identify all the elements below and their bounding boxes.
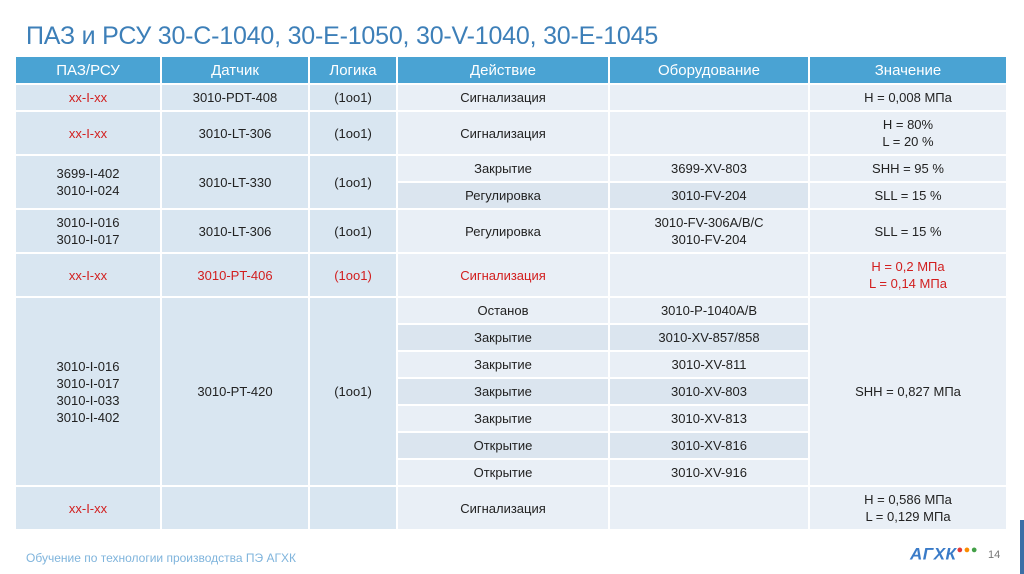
paz-cell: xx-I-xx (15, 486, 161, 530)
equipment-cell (609, 253, 809, 297)
logic-cell (309, 486, 397, 530)
table-row (15, 253, 1007, 297)
value-cell: H = 0,008 МПа (809, 84, 1007, 111)
table-header-row (15, 56, 1007, 84)
action-cell: Сигнализация (397, 253, 609, 297)
logic-cell: (1оо1) (309, 253, 397, 297)
value-cell: SLL = 15 % (809, 209, 1007, 253)
page-number: 14 (988, 549, 1001, 561)
column-header-equipment: Оборудование (609, 56, 809, 84)
logic-cell: (1оо1) (309, 209, 397, 253)
side-accent-bar (1020, 520, 1024, 574)
action-cell: Закрытие (397, 351, 609, 378)
equipment-cell: 3010-XV-811 (609, 351, 809, 378)
value-cell: SHH = 95 % (809, 155, 1007, 182)
equipment-cell: 3010-XV-916 (609, 459, 809, 486)
sensor-cell: 3010-LT-306 (161, 209, 309, 253)
table-row (15, 84, 1007, 111)
interlock-table (14, 55, 1008, 531)
logic-cell: (1оо1) (309, 297, 397, 486)
equipment-cell: 3699-XV-803 (609, 155, 809, 182)
company-logo (910, 544, 978, 565)
logic-cell: (1оо1) (309, 155, 397, 209)
equipment-cell: 3010-XV-857/858 (609, 324, 809, 351)
sensor-cell: 3010-LT-330 (161, 155, 309, 209)
logo-text: АГХК (910, 544, 957, 564)
action-cell: Открытие (397, 432, 609, 459)
paz-cell: xx-I-xx (15, 111, 161, 155)
table-subrow (15, 297, 1007, 324)
equipment-cell: 3010-XV-803 (609, 378, 809, 405)
sensor-cell: 3010-LT-306 (161, 111, 309, 155)
action-cell: Закрытие (397, 155, 609, 182)
table-row (15, 486, 1007, 530)
action-cell: Сигнализация (397, 84, 609, 111)
table-row (15, 111, 1007, 155)
action-cell: Сигнализация (397, 486, 609, 530)
value-cell: H = 80% L = 20 % (809, 111, 1007, 155)
equipment-cell: 3010-XV-816 (609, 432, 809, 459)
value-cell: SHH = 0,827 МПа (809, 297, 1007, 486)
equipment-cell: 3010-XV-813 (609, 405, 809, 432)
paz-cell: xx-I-xx (15, 84, 161, 111)
table-body (15, 84, 1007, 530)
column-header-value: Значение (809, 56, 1007, 84)
value-cell: SLL = 15 % (809, 182, 1007, 209)
logic-cell: (1оо1) (309, 111, 397, 155)
column-header-action: Действие (397, 56, 609, 84)
logo-mark-icon: ●●● (956, 544, 978, 556)
value-cell: H = 0,2 МПа L = 0,14 МПа (809, 253, 1007, 297)
sensor-cell: 3010-PT-406 (161, 253, 309, 297)
page-title: ПАЗ и РСУ 30-С-1040, 30-Е-1050, 30-V-1040, 30-Е-1045 (26, 22, 659, 50)
equipment-cell (609, 486, 809, 530)
paz-cell: 3010-I-016 3010-I-017 3010-I-033 3010-I-402 (15, 297, 161, 486)
action-cell: Закрытие (397, 378, 609, 405)
column-header-sensor: Датчик (161, 56, 309, 84)
action-cell: Закрытие (397, 324, 609, 351)
equipment-cell: 3010-FV-306A/B/C 3010-FV-204 (609, 209, 809, 253)
equipment-cell: 3010-P-1040A/B (609, 297, 809, 324)
paz-cell: 3010-I-016 3010-I-017 (15, 209, 161, 253)
logic-cell: (1оо1) (309, 84, 397, 111)
equipment-cell: 3010-FV-204 (609, 182, 809, 209)
paz-cell: xx-I-xx (15, 253, 161, 297)
footer-text: Обучение по технологии производства ПЭ АГХК (26, 551, 296, 565)
action-cell: Сигнализация (397, 111, 609, 155)
column-header-paz: ПАЗ/РСУ (15, 56, 161, 84)
paz-cell: 3699-I-402 3010-I-024 (15, 155, 161, 209)
sensor-cell: 3010-PT-420 (161, 297, 309, 486)
table-row (15, 209, 1007, 253)
table-subrow (15, 155, 1007, 182)
column-header-logic: Логика (309, 56, 397, 84)
action-cell: Регулировка (397, 182, 609, 209)
value-cell: H = 0,586 МПа L = 0,129 МПа (809, 486, 1007, 530)
action-cell: Закрытие (397, 405, 609, 432)
action-cell: Останов (397, 297, 609, 324)
sensor-cell: 3010-PDT-408 (161, 84, 309, 111)
action-cell: Регулировка (397, 209, 609, 253)
sensor-cell (161, 486, 309, 530)
equipment-cell (609, 111, 809, 155)
equipment-cell (609, 84, 809, 111)
action-cell: Открытие (397, 459, 609, 486)
